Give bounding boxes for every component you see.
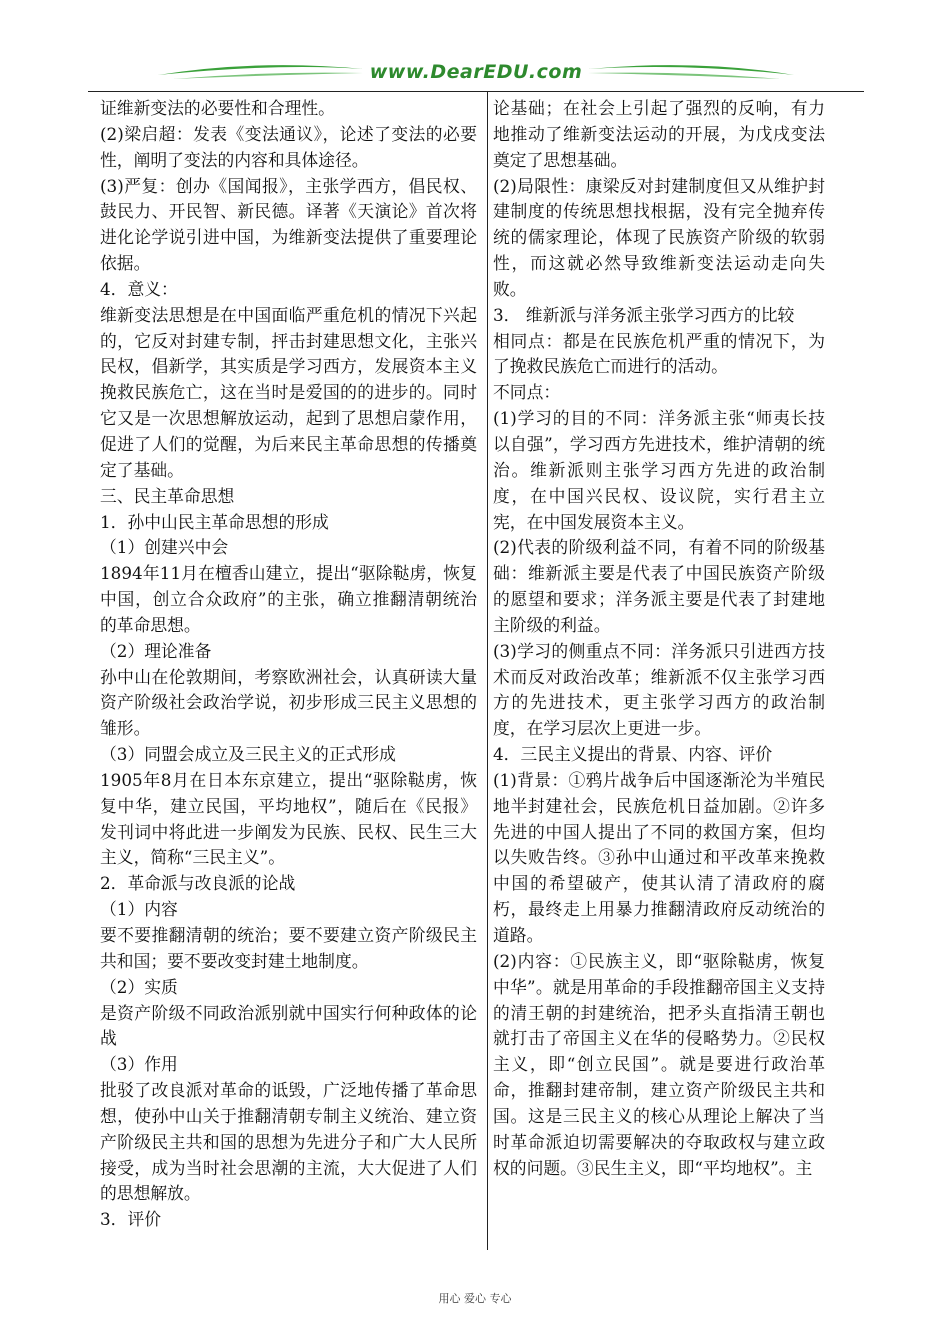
paragraph: 是资产阶级不同政治派别就中国实行何种政体的论战 xyxy=(100,1002,477,1049)
header-rule xyxy=(88,91,864,92)
subsection-heading: （2）实质 xyxy=(100,976,178,997)
subsection-heading: （3）作用 xyxy=(100,1054,178,1075)
paragraph: (1)背景：①鸦片战争后中国逐渐沦为半殖民地半封建社会，民族危机日益加剧。②许多先进的中国人提出了不同的救国方案，但均以失败告终。③孙中山通过和平改革来挽救中国的希望破产，使其认清了清政府的腐朽，最终走上用暴力推翻清政府反动统治的道路。 xyxy=(493,769,825,945)
paragraph: 不同点： xyxy=(493,382,561,403)
subsection-heading: （2）理论准备 xyxy=(100,640,212,661)
section-heading: 2．革命派与改良派的论战 xyxy=(100,873,296,894)
paragraph: 孙中山在伦敦期间，考察欧洲社会，认真研读大量资产阶级社会政治学说，初步形成三民主义思想的雏形。 xyxy=(100,666,477,739)
column-divider xyxy=(487,92,488,1250)
paragraph: 1894年11月在檀香山建立，提出“驱除鞑虏，恢复中国，创立合众政府”的主张，确立推翻清朝统治的革命思想。 xyxy=(100,563,477,635)
subsection-heading: （1）创建兴中会 xyxy=(100,537,229,558)
subsection-heading: （3）同盟会成立及三民主义的正式形成 xyxy=(100,744,396,765)
site-url: www.DearEDU.com xyxy=(369,61,583,83)
paragraph: (2)内容：①民族主义，即“驱除鞑虏，恢复中华”。就是用革命的手段推翻帝国主义支持的清王朝的封建统治，把矛头直指清王朝也就打击了帝国主义在华的侵略势力。②民权主义，即“创立民国”。就是要进行政治革命，推翻封建帝制，建立资产阶级民主共和国。这是三民主义的核心从理论上解决了当时革命派迫切需要解决的夺取政权与建立政权的问题。③民生主义，即“平均地权”。主 xyxy=(493,950,825,1178)
paragraph: 证维新变法的必要性和合理性。 xyxy=(100,98,335,118)
section-heading: 4．意义： xyxy=(100,278,178,299)
paragraph: (3)学习的侧重点不同：洋务派只引进西方技术而反对政治改革；维新派不仅主张学习西方的先进技术，更主张学习西方的政治制度，在学习层次上更进一步。 xyxy=(493,640,825,739)
paragraph: (2)梁启超：发表《变法通议》，论述了变法的必要性，阐明了变法的内容和具体途径。 xyxy=(100,123,477,170)
page-header xyxy=(88,55,864,95)
paragraph: 1905年8月在日本东京建立，提出“驱除鞑虏，恢复中华，建立民国，平均地权”，随后在《民报》发刊词中将此进一步阐发为民族、民权、民生三大主义，简称“三民主义”。 xyxy=(100,769,477,868)
page-footer: 用心 爱心 专心 xyxy=(438,1292,512,1305)
paragraph: (2)代表的阶级利益不同，有着不同的阶级基础：维新派主要是代表了中国民族资产阶级的愿望和要求；洋务派主要是代表了封建地主阶级的利益。 xyxy=(493,537,825,635)
section-heading: 三、民主革命思想 xyxy=(100,485,235,506)
section-heading: 1．孙中山民主革命思想的形成 xyxy=(100,511,329,532)
section-heading: 3．评价 xyxy=(100,1209,162,1230)
left-column xyxy=(100,96,477,1233)
section-heading: 4．三民主义提出的背景、内容、评价 xyxy=(493,744,773,765)
paragraph: 论基础；在社会上引起了强烈的反响，有力地推动了维新变法运动的开展，为戊戌变法奠定了思想基础。 xyxy=(493,98,825,170)
paragraph: 相同点：都是在民族危机严重的情况下，为了挽救民族危亡而进行的活动。 xyxy=(493,330,825,377)
subsection-heading: （1）内容 xyxy=(100,899,178,920)
paragraph: 要不要推翻清朝的统治；要不要建立资产阶级民主共和国；要不要改变封建土地制度。 xyxy=(100,925,477,971)
paragraph: 维新变法思想是在中国面临严重危机的情况下兴起的，它反对封建专制，抨击封建思想文化，主张兴民权，倡新学，其实质是学习西方，发展资本主义挽救民族危亡，这在当时是爱国的的进步的。同时它又是一次思想解放运动，起到了思想启蒙作用，促进了人们的觉醒，为后来民主革命思想的传播奠定了基础。 xyxy=(100,304,477,480)
section-heading: 3． 维新派与洋务派主张学习西方的比较 xyxy=(493,304,795,325)
right-column xyxy=(493,96,825,1181)
paragraph: 批驳了改良派对革命的诋毁，广泛地传播了革命思想，使孙中山关于推翻清朝专制主义统治、建立资产阶级民主共和国的思想为先进分子和广大人民所接受，成为当时社会思潮的主流，大大促进了人们的思想解放。 xyxy=(100,1080,477,1204)
paragraph: (2)局限性：康梁反对封建制度但又从维护封建制度的传统思想找根据，没有完全抛弃传统的儒家理论，体现了民族资产阶级的软弱性，而这就必然导致维新变法运动走向失败。 xyxy=(493,175,825,299)
paragraph: (3)严复：创办《国闻报》，主张学西方，倡民权、鼓民力、开民智、新民德。译著《天演论》首次将进化论学说引进中国，为维新变法提供了重要理论依据。 xyxy=(100,175,477,274)
paragraph: (1)学习的目的不同：洋务派主张“师夷长技以自强”，学习西方先进技术，维护清朝的统治。维新派则主张学习西方先进的政治制度，在中国兴民权、设议院，实行君主立宪，在中国发展资本主义。 xyxy=(493,408,825,532)
